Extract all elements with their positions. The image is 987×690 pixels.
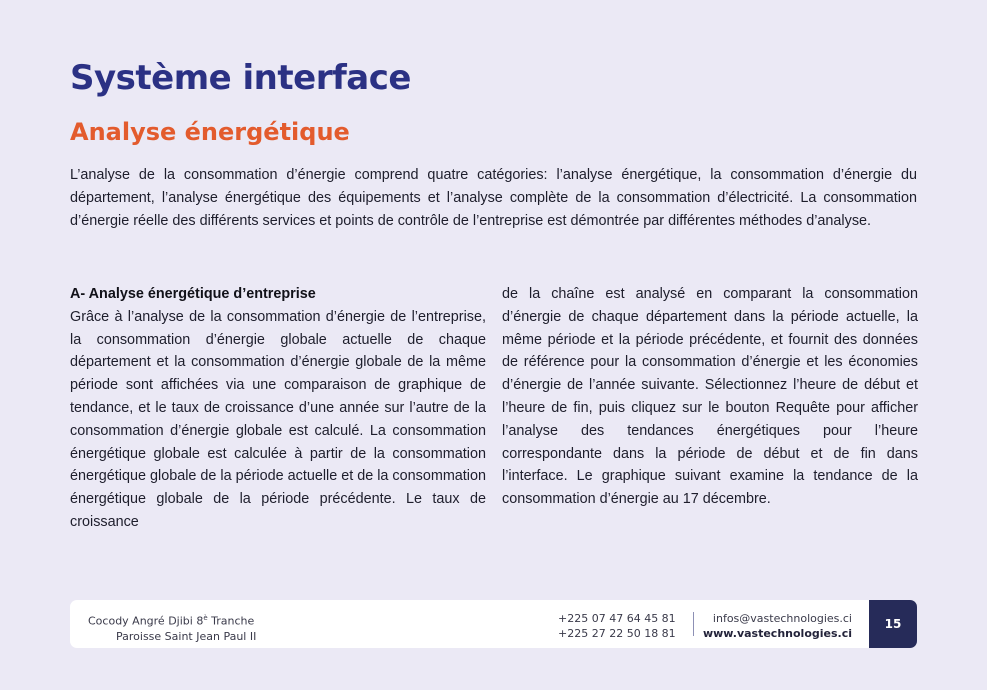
website-link[interactable]: www.vastechnologies.ci [702, 627, 852, 640]
phone-2: +225 27 22 50 18 81 [558, 627, 676, 640]
intro-paragraph: L’analyse de la consommation d’énergie comprend quatre catégories: l’analyse énergétique, la consommation d’énergie du département, l’analyse énergétique des équipements et l’analyse complète de la consommation d’électricité. La consommation d’énergie réelle des différents services et points de contrôle de l’entreprise est démontrée par différentes méthodes d’analyse. [70, 167, 917, 229]
section-subtitle: Analyse énergétique [70, 118, 350, 146]
right-column-text: de la chaîne est analysé en comparant la consommation d’énergie de chaque département dans la période actuelle, la même période et la période précédente, et fournit des données de référence pour la consommation d’énergie et les économies d’énergie de l’année suivante. Sélectionnez l’heure de début et l’heure de fin, puis cliquez sur le bouton Requête pour afficher l’analyse des tendances énergétiques pour l’heure correspondante dans la période de début et de fin dans l’interface. Le graphique suivant examine la tendance de la consommation d’énergie au 17 décembre. [502, 286, 918, 508]
page-footer [70, 600, 917, 648]
address-line-1: Cocody Angré Djibi $8^è$ Tranche [88, 614, 255, 628]
address-line-2: Paroisse Saint Jean Paul II [116, 629, 257, 643]
page-title: Système interface [70, 58, 411, 98]
section-heading: A- Analyse énergétique d’entreprise [70, 286, 316, 302]
right-column [502, 283, 918, 511]
page-number-badge: 15 [869, 600, 917, 648]
footer-divider [693, 612, 694, 636]
footer-address [88, 611, 256, 644]
footer-contact [700, 611, 852, 641]
email-link[interactable]: infos@vastechnologies.ci [712, 612, 852, 625]
left-column-text: Grâce à l’analyse de la consommation d’énergie de l’entreprise, la consommation d’énergie globale actuelle de chaque département et la consommation d’énergie globale de la même période sont affichées via une comparaison de graphique de tendance, et le taux de croissance d’une année sur l’autre de la consommation d’énergie globale est calculé. La consommation énergétique globale est calculée à partir de la consommation énergétique globale de la période actuelle et de la consommation énergétique globale de la période précédente. Le taux de croissance [70, 308, 487, 530]
phone-1: +225 07 47 64 45 81 [558, 612, 676, 625]
footer-phones [558, 611, 676, 641]
left-column [70, 283, 486, 534]
